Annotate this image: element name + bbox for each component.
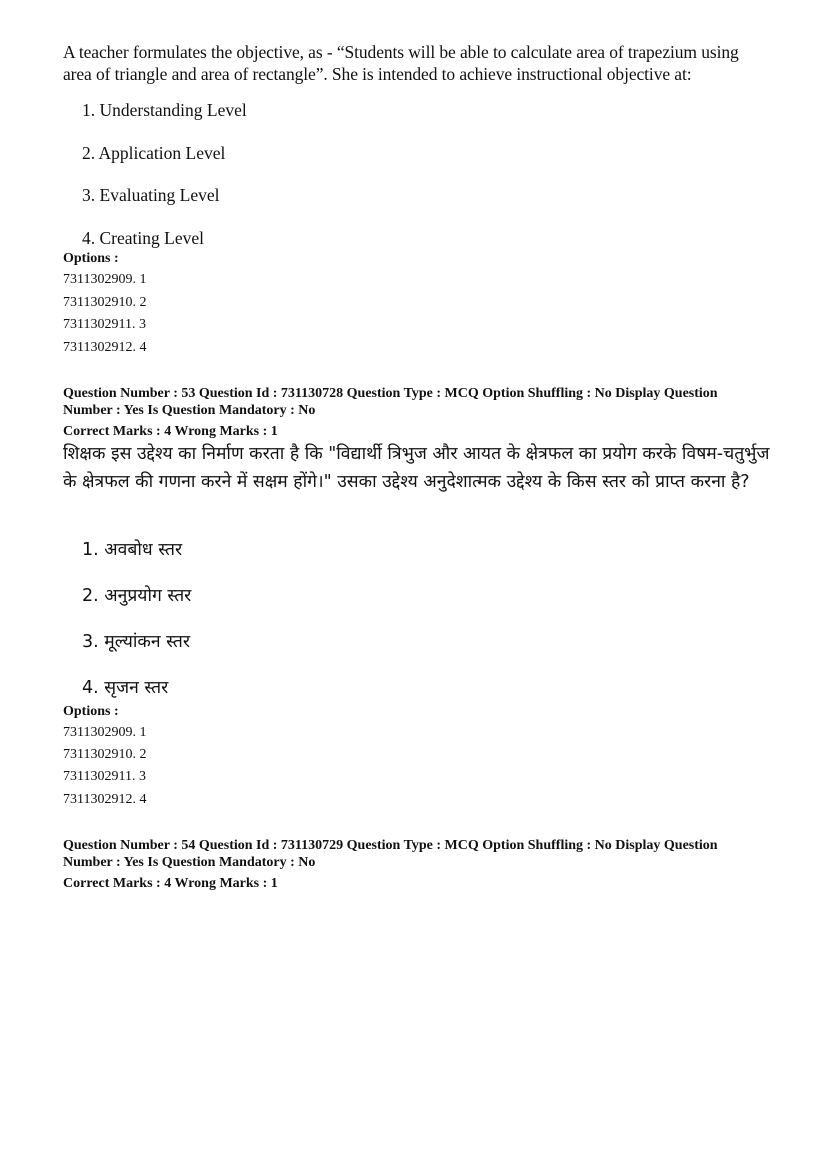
q52-level-2: 2. Application Level — [82, 143, 226, 163]
q52-option-4: 7311302912. 4 — [63, 340, 147, 355]
q52-level-3: 3. Evaluating Level — [82, 185, 220, 205]
q53-level-2: 2. अनुप्रयोग स्तर — [82, 586, 192, 606]
q54-meta-line1: Question Number : 54 Question Id : 731130729 Question Type : MCQ Option Shuffling : No Display Question — [63, 838, 718, 853]
q53-level-4: 4. सृजन स्तर — [82, 678, 169, 698]
q52-option-2: 7311302910. 2 — [63, 295, 147, 310]
q54-meta-line2: Number : Yes Is Question Mandatory : No — [63, 855, 316, 870]
q52-option-1: 7311302909. 1 — [63, 272, 147, 287]
q52-options-label: Options : — [63, 251, 119, 266]
q52-option-3: 7311302911. 3 — [63, 317, 146, 332]
q52-question-line1: A teacher formulates the objective, as - “Students will be able to calculate area of trapezium using — [63, 42, 739, 62]
q53-level-3: 3. मूल्यांकन स्तर — [82, 632, 191, 652]
q52-level-1: 1. Understanding Level — [82, 100, 247, 120]
q53-option-1: 7311302909. 1 — [63, 725, 147, 740]
q52-question-line2: area of triangle and area of rectangle”. She is intended to achieve instructional objective at: — [63, 64, 692, 84]
q54-meta-line3: Correct Marks : 4 Wrong Marks : 1 — [63, 876, 278, 891]
q53-option-4: 7311302912. 4 — [63, 792, 147, 807]
q53-meta-line1: Question Number : 53 Question Id : 731130728 Question Type : MCQ Option Shuffling : No Display Question — [63, 386, 718, 401]
q53-options-label: Options : — [63, 704, 119, 719]
q53-meta-line3: Correct Marks : 4 Wrong Marks : 1 — [63, 424, 278, 439]
q53-level-1: 1. अवबोध स्तर — [82, 540, 183, 560]
q53-option-2: 7311302910. 2 — [63, 747, 147, 762]
q53-meta-line2: Number : Yes Is Question Mandatory : No — [63, 403, 316, 418]
q53-option-3: 7311302911. 3 — [63, 769, 146, 784]
q52-level-4: 4. Creating Level — [82, 228, 204, 248]
q53-question-hindi: शिक्षक इस उद्देश्य का निर्माण करता है कि "विद्यार्थी त्रिभुज और आयत के क्षेत्रफल का प्रयोग करके विषम-चतुर्भुज के क्षेत्रफल की गणना करने में सक्षम होंगे।" उसका उद्देश्य अनुदेशात्मक उद्देश्य के किस स्तर को प्राप्त करना है? — [63, 444, 770, 492]
